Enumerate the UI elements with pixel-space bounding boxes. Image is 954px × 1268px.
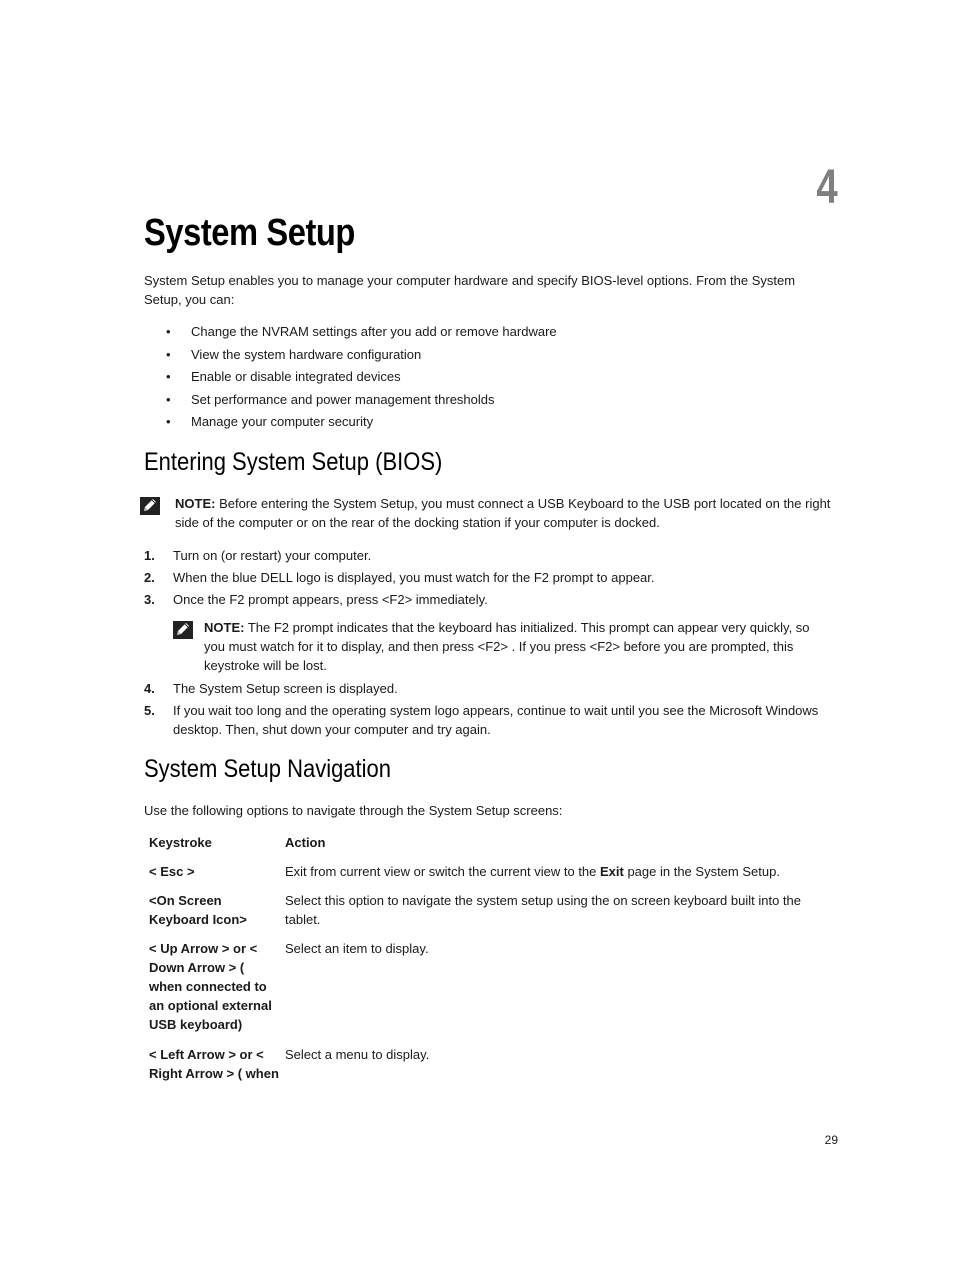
bullet-icon: •: [166, 324, 171, 339]
keystroke-cell: <On Screen Keyboard Icon>: [149, 893, 247, 927]
column-header-keystroke: Keystroke: [149, 835, 212, 850]
table-row: [144, 1045, 836, 1093]
keystroke-cell: < Left Arrow > or < Right Arrow > ( when: [149, 1047, 279, 1081]
list-item: 1. Turn on (or restart) your computer.: [144, 548, 372, 563]
note-f2-prompt: NOTE: The F2 prompt indicates that the keyboard has initialized. This prompt can appear very quickly, so you must watch for it to display, and then press <F2> . If you press <F2> before you are prompted, this keystroke will be lost.: [204, 620, 810, 673]
list-item: 5. If you wait too long and the operating system logo appears, continue to wait until you see the Microsoft Windows desktop. Then, shut down your computer and try again.: [144, 703, 819, 737]
feature-list: [166, 322, 557, 435]
list-item: • View the system hardware configuration: [166, 346, 422, 362]
list-item: • Enable or disable integrated devices: [166, 369, 401, 384]
pencil-note-icon: [173, 621, 193, 639]
navigation-table: [144, 833, 836, 1093]
list-item: 3. Once the F2 prompt appears, press <F2> immediately.: [144, 592, 488, 607]
bullet-icon: •: [166, 346, 171, 362]
intro-paragraph: System Setup enables you to manage your computer hardware and specify BIOS-level options. From the System Setup, you can:: [144, 273, 796, 307]
page-title: System Setup: [144, 212, 355, 254]
action-cell: Select this option to navigate the system setup using the on screen keyboard built into the tablet.: [285, 893, 801, 927]
steps-list: [144, 546, 655, 612]
bullet-icon: •: [166, 369, 171, 384]
keystroke-cell: < Up Arrow > or < Down Arrow > ( when connected to an optional external USB keyboard): [149, 941, 272, 1032]
section-heading-entering-setup: Entering System Setup (BIOS): [144, 448, 443, 476]
note-label: NOTE:: [204, 620, 245, 635]
action-cell: Select a menu to display.: [285, 1047, 430, 1062]
action-cell: Select an item to display.: [285, 941, 429, 956]
list-item: 2. When the blue DELL logo is displayed, you must watch for the F2 prompt to appear.: [144, 570, 655, 585]
bullet-icon: •: [166, 391, 171, 407]
table-header-row: [144, 833, 836, 862]
column-header-action: Action: [285, 835, 326, 850]
list-item: • Manage your computer security: [166, 414, 374, 429]
chapter-number: 4: [816, 161, 838, 214]
list-item: 4. The System Setup screen is displayed.: [144, 681, 398, 696]
list-item: • Set performance and power management thresholds: [166, 391, 495, 407]
steps-list-continued: [144, 679, 836, 739]
note-label: NOTE:: [175, 496, 216, 511]
pencil-note-icon: [140, 497, 160, 515]
navigation-intro: Use the following options to navigate through the System Setup screens:: [144, 803, 563, 818]
table-row: [144, 891, 836, 939]
action-cell: Exit from current view or switch the current view to the Exit page in the System Setup.: [285, 864, 780, 879]
note-usb-keyboard: NOTE: Before entering the System Setup, you must connect a USB Keyboard to the USB port located on the right side of the computer or on the rear of the docking station if your computer is docked.: [175, 496, 831, 530]
keystroke-cell: < Esc >: [149, 864, 195, 879]
table-row: [144, 939, 836, 1045]
page-number: 29: [824, 1133, 838, 1147]
table-row: [144, 862, 836, 891]
list-item: • Change the NVRAM settings after you add or remove hardware: [166, 324, 557, 339]
section-heading-navigation: System Setup Navigation: [144, 755, 392, 783]
bullet-icon: •: [166, 414, 171, 429]
